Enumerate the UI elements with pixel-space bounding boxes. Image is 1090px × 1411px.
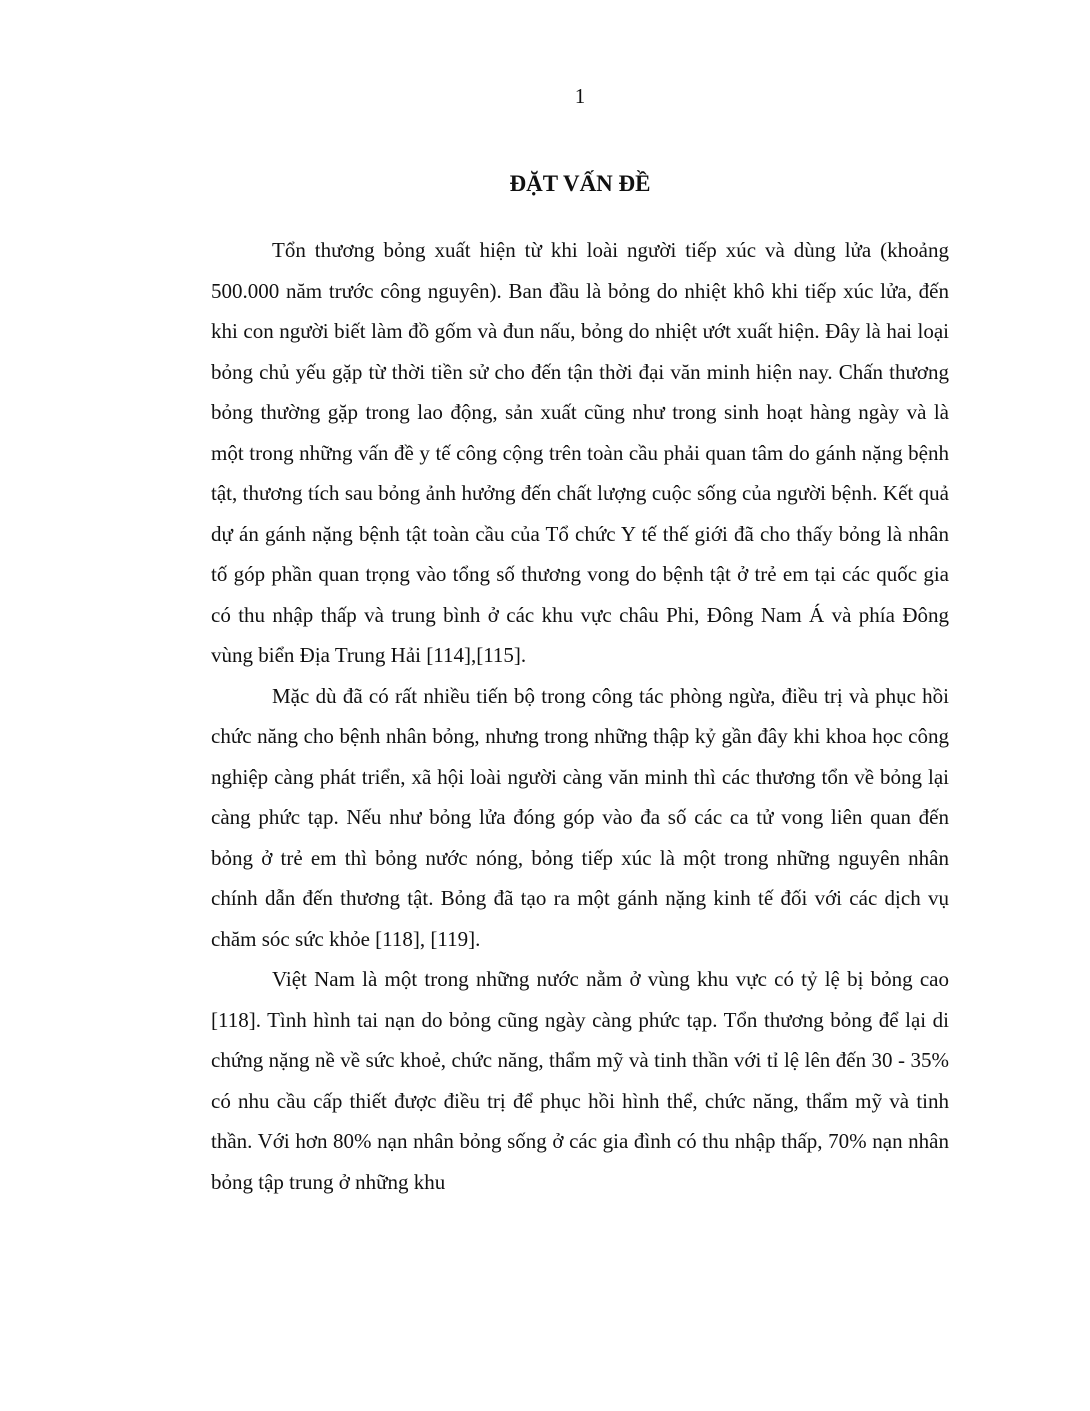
page-title: ĐẶT VẤN ĐỀ xyxy=(509,171,651,196)
body-text xyxy=(211,230,949,1202)
paragraph: Tổn thương bỏng xuất hiện từ khi loài người tiếp xúc và dùng lửa (khoảng 500.000 năm trước công nguyên). Ban đầu là bỏng do nhiệt khô khi tiếp xúc lửa, đến khi con người biết làm đồ gốm và đun nấu, bỏng do nhiệt ướt xuất hiện. Đây là hai loại bỏng chủ yếu gặp từ thời tiền sử cho đến tận thời đại văn minh hiện nay. Chấn thương bỏng thường gặp trong lao động, sản xuất cũng như trong sinh hoạt hàng ngày và là một trong những vấn đề y tế công cộng trên toàn cầu phải quan tâm do gánh nặng bệnh tật, thương tích sau bỏng ảnh hưởng đến chất lượng cuộc sống của người bệnh. Kết quả dự án gánh nặng bệnh tật toàn cầu của Tổ chức Y tế thế giới đã cho thấy bỏng là nhân tố góp phần quan trọng vào tổng số thương vong do bệnh tật ở trẻ em tại các quốc gia có thu nhập thấp và trung bình ở các khu vực châu Phi, Đông Nam Á và phía Đông vùng biển Địa Trung Hải [114],[115]. xyxy=(211,238,949,667)
paragraph: Mặc dù đã có rất nhiều tiến bộ trong công tác phòng ngừa, điều trị và phục hồi chức năng cho bệnh nhân bỏng, nhưng trong những thập kỷ gần đây khi khoa học công nghiệp càng phát triển, xã hội loài người càng văn minh thì các thương tổn về bỏng lại càng phức tạp. Nếu như bỏng lửa đóng góp vào đa số các ca tử vong liên quan đến bỏng ở trẻ em thì bỏng nước nóng, bỏng tiếp xúc là một trong những nguyên nhân chính dẫn đến thương tật. Bỏng đã tạo ra một gánh nặng kinh tế đối với các dịch vụ chăm sóc sức khỏe [118], [119]. xyxy=(211,683,949,951)
paragraph: Việt Nam là một trong những nước nằm ở vùng khu vực có tỷ lệ bị bỏng cao [118]. Tình hình tai nạn do bỏng cũng ngày càng phức tạp. Tổn thương bỏng để lại di chứng nặng nề về sức khoẻ, chức năng, thẩm mỹ và tinh thần với tỉ lệ lên đến 30 - 35% có nhu cầu cấp thiết được điều trị để phục hồi hình thể, chức năng, thẩm mỹ và tinh thần. Với hơn 80% nạn nhân bỏng sống ở các gia đình có thu nhập thấp, 70% nạn nhân bỏng tập trung ở những khu xyxy=(211,967,949,1194)
page-number: 1 xyxy=(574,84,586,108)
